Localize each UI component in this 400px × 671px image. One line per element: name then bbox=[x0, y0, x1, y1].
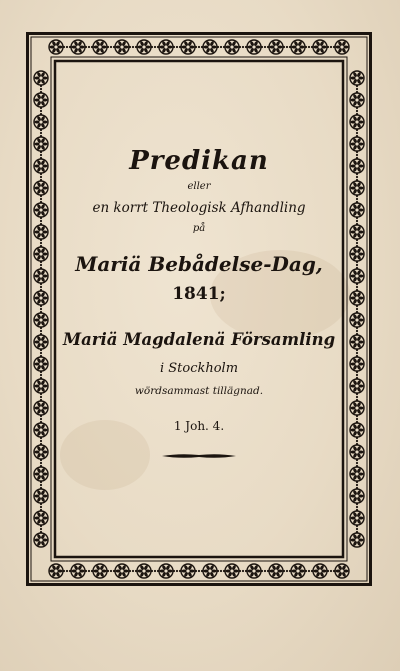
title-line-pa: på bbox=[192, 223, 206, 234]
title-line-feast-day: Mariä Bebådelse-Dag, bbox=[75, 252, 323, 276]
title-line-eller: eller bbox=[187, 181, 211, 192]
title-line-dedication: wördsammast tillägnad. bbox=[134, 385, 264, 397]
title-line-afhandling: en korrt Theologisk Afhandling bbox=[92, 200, 306, 216]
title-text-block bbox=[58, 62, 340, 554]
title-line-parish: Mariä Magdalenä Församling bbox=[62, 330, 336, 349]
title-line-scripture: 1 Joh. 4. bbox=[173, 419, 225, 433]
title-heading: Predikan bbox=[129, 146, 269, 176]
rule-ornament bbox=[162, 452, 236, 460]
title-line-year: 1841; bbox=[172, 284, 226, 304]
title-line-city: i Stockholm bbox=[159, 361, 239, 376]
